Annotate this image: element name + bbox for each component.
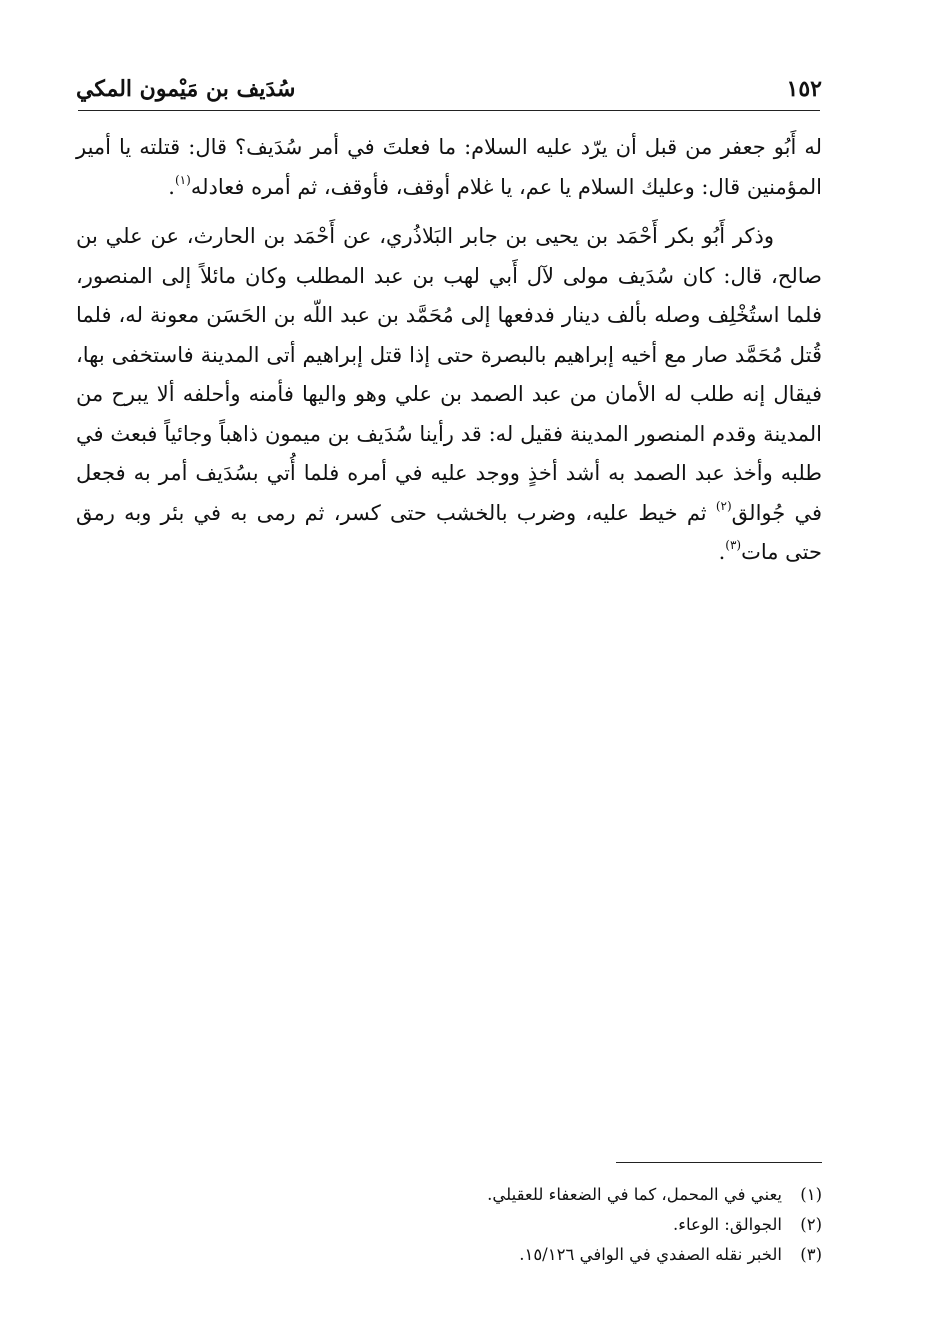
footnote-text: الخبر نقله الصفدي في الوافي ١٥/١٢٦. (519, 1245, 782, 1264)
footnote-item (76, 1210, 822, 1240)
footnotes (76, 1180, 822, 1270)
footnote-number: (١) (800, 1185, 822, 1204)
page-number: ١٥٢ (786, 76, 822, 102)
footnote-text: يعني في المحمل، كما في الضعفاء للعقيلي. (487, 1185, 782, 1204)
footnote-number: (٢) (800, 1215, 822, 1234)
paragraph-2-end: . (718, 540, 726, 564)
paragraph-2 (76, 217, 822, 573)
footnote-item (76, 1180, 822, 1210)
paragraph-1-end: . (168, 174, 175, 199)
paragraph-1-text: له أَبُو جعفر من قبل أن يرّد عليه السلام: ما فعلتَ في أمر سُدَيف؟ قال: قتلته يا أمير المؤمنين قال: وعليك السلام يا عم، يا غلام أوقف، فأوقف، ثم أمره فعادله (76, 135, 822, 199)
footnote-text: الجوالق: الوعاء. (673, 1215, 782, 1234)
paragraph-2-text-a: وذكر أَبُو بكر أَحْمَد بن يحيى بن جابر البَلاذُري، عن أَحْمَد بن الحارث، عن علي بن صالح، قال: كان سُدَيف مولى لآل أَبي لهب بن عبد المطلب وكان مائلاً إلى المنصور، فلما استُخْلِف وصله بألف دينار فدفعها إلى مُحَمَّد بن عبد اللّه بن الحَسَن معونة له، فلما قُتل مُحَمَّد صار مع أخيه إبراهيم بالبصرة حتى إذا قتل إبراهيم أتى المدينة فاستخفى بها، فيقال إنه طلب له الأمان من عبد الصمد بن علي وهو واليها فأمنه وأحلفه ألا يبرح من المدينة وقدم المنصور المدينة فقيل له: قد رأينا سُدَيف بن ميمون ذاهباً وجائياً فبعث في طلبه وأخذ عبد الصمد به أشد أخذٍ ووجد عليه في أمره فلما أُتي بسُدَيف أمر به فجعل في جُوالق (76, 224, 822, 525)
footnote-ref-2: (٢) (715, 498, 732, 513)
footnote-rule (616, 1162, 822, 1163)
paragraph-2-text-b: ثم خيط عليه، وضرب بالخشب حتى كسر، ثم رمى به في بئر وبه رمق حتى مات (76, 500, 822, 564)
footnote-ref-1: (١) (174, 172, 191, 187)
header-rule (78, 110, 820, 111)
running-head (76, 72, 822, 106)
running-title: سُدَيف بن مَيْمون المكي (76, 76, 296, 102)
footnote-item (76, 1240, 822, 1270)
paragraph-1 (76, 128, 822, 207)
footnote-number: (٣) (800, 1245, 822, 1264)
main-text (76, 128, 822, 573)
footnote-ref-3: (٣) (725, 538, 742, 552)
